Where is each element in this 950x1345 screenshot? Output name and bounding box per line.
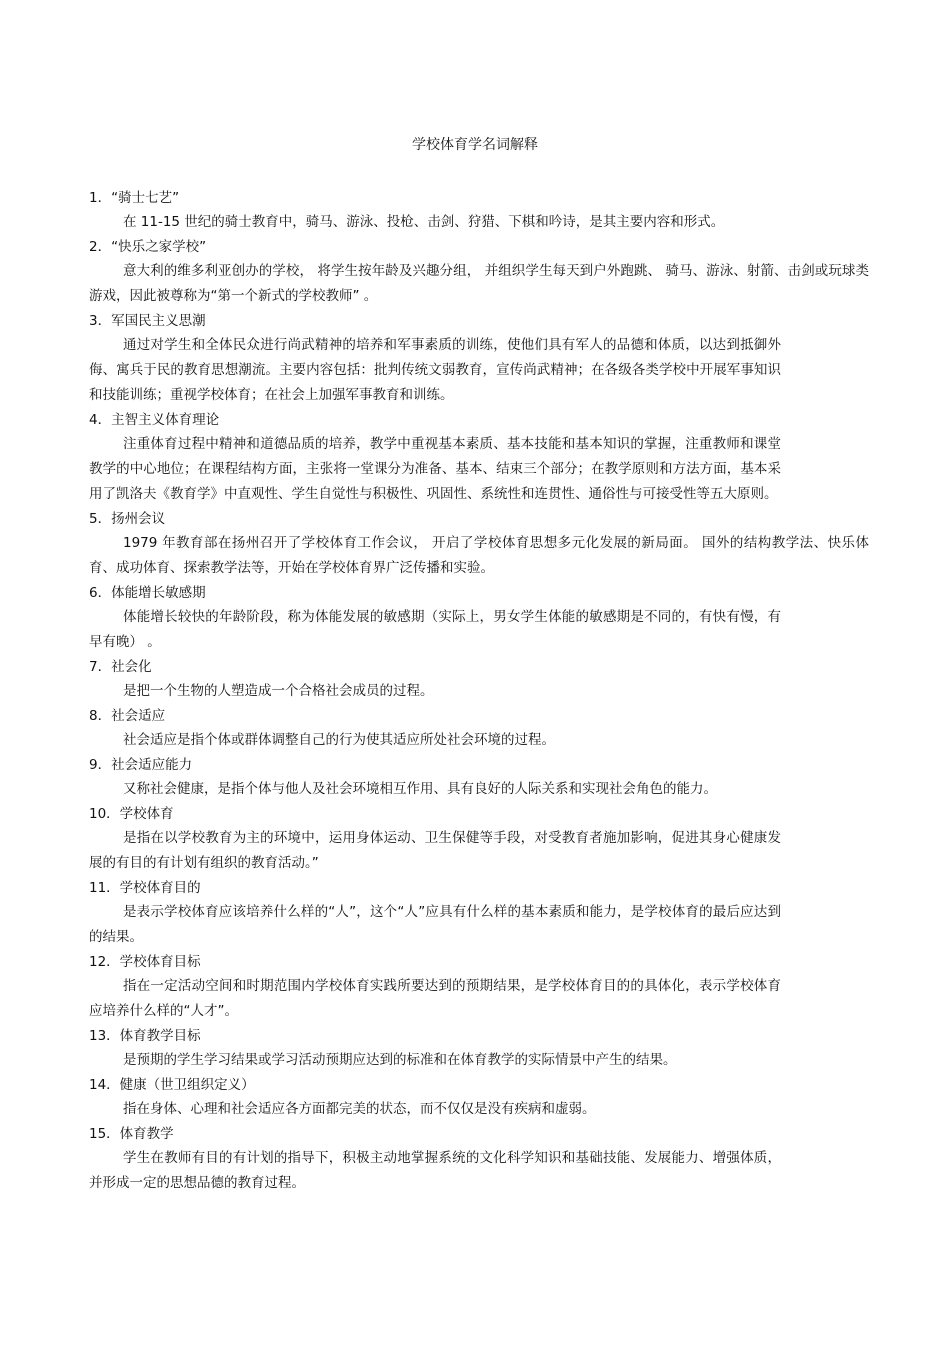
entry-definition: 又称社会健康，是指个体与他人及社会环境相互作用、具有良好的人际关系和实现社会角色的能力。 (123, 781, 717, 797)
document-title: 学校体育学名词解释 (412, 137, 538, 153)
entry-definition: 是表示学校体育应该培养什么样的“人”，这个“人”应具有什么样的基本素质和能力，是学校体育的最后应达到的结果。 (89, 904, 781, 945)
entry-term: 9．社会适应能力 (89, 757, 193, 773)
entry-definition: 指在一定活动空间和时期范围内学校体育实践所要达到的预期结果，是学校体育目的的具体化，表示学校体育应培养什么样的“人才”。 (89, 978, 781, 1019)
entry-definition: 指在身体、心理和社会适应各方面都完美的状态，而不仅仅是没有疾病和虚弱。 (123, 1101, 596, 1117)
entry-term: 13．体育教学目标 (89, 1028, 201, 1044)
entry-definition: 学生在教师有目的有计划的指导下，积极主动地掌握系统的文化科学知识和基础技能、发展能力、增强体质，并形成一定的思想品德的教育过程。 (89, 1150, 781, 1191)
entry-definition: 通过对学生和全体民众进行尚武精神的培养和军事素质的训练，使他们具有军人的品德和体质，以达到抵御外侮、寓兵于民的教育思想潮流。主要内容包括：批判传统文弱教育，宣传尚武精神；在各级各类学校中开展军事知识和技能训练；重视学校体育；在社会上加强军事教育和训练。 (89, 337, 781, 403)
entry-definition: 社会适应是指个体或群体调整自己的行为使其适应所处社会环境的过程。 (123, 732, 555, 748)
entry-definition: 在 11-15 世纪的骑士教育中，骑马、游泳、投枪、击剑、狩猎、下棋和吟诗，是其主要内容和形式。 (123, 214, 725, 230)
entry-term: 8．社会适应 (89, 708, 166, 724)
entry-definition: 意大利的维多利亚创办的学校， 将学生按年龄及兴趣分组， 并组织学生每天到户外跑跳、 骑马、游泳、射箭、击剑或玩球类游戏，因此被尊称为“第一个新式的学校教师” 。 (89, 263, 869, 304)
entry-definition: 体能增长较快的年龄阶段，称为体能发展的敏感期（实际上，男女学生体能的敏感期是不同的，有快有慢，有早有晚） 。 (89, 609, 781, 650)
entry-term: 4．主智主义体育理论 (89, 412, 220, 428)
entry-term: 6．体能增长敏感期 (89, 585, 206, 601)
entry-definition: 1979 年教育部在扬州召开了学校体育工作会议， 开启了学校体育思想多元化发展的新局面。 国外的结构教学法、快乐体育、成功体育、探索教学法等，开始在学校体育界广泛传播和实验。 (89, 535, 869, 576)
entry-term: 12．学校体育目标 (89, 954, 201, 970)
entry-definition: 是把一个生物的人塑造成一个合格社会成员的过程。 (123, 683, 434, 699)
entry-definition: 是预期的学生学习结果或学习活动预期应达到的标准和在体育教学的实际情景中产生的结果。 (123, 1052, 677, 1068)
entry-definition: 是指在以学校教育为主的环境中，运用身体运动、卫生保健等手段，对受教育者施加影响，促进其身心健康发展的有目的有计划有组织的教育活动。” (89, 830, 781, 871)
glossary-list (89, 186, 869, 1196)
entry-term: 3．军国民主义思潮 (89, 313, 206, 329)
entry-term: 7．社会化 (89, 659, 152, 675)
entry-term: 5．扬州会议 (89, 511, 166, 527)
entry-term: 2．“快乐之家学校” (89, 239, 207, 255)
entry-term: 11．学校体育目的 (89, 880, 201, 896)
entry-term: 10．学校体育 (89, 806, 174, 822)
entry-term: 1．“骑士七艺” (89, 190, 180, 206)
entry-definition: 注重体育过程中精神和道德品质的培养，教学中重视基本素质、基本技能和基本知识的掌握，注重教师和课堂教学的中心地位；在课程结构方面，主张将一堂课分为准备、基本、结束三个部分；在教学原则和方法方面，基本采用了凯洛夫《教育学》中直观性、学生自觉性与积极性、巩固性、系统性和连贯性、通俗性与可接受性等五大原则。 (89, 436, 781, 502)
entry-term: 14．健康（世卫组织定义） (89, 1077, 255, 1093)
entry-term: 15．体育教学 (89, 1126, 174, 1142)
